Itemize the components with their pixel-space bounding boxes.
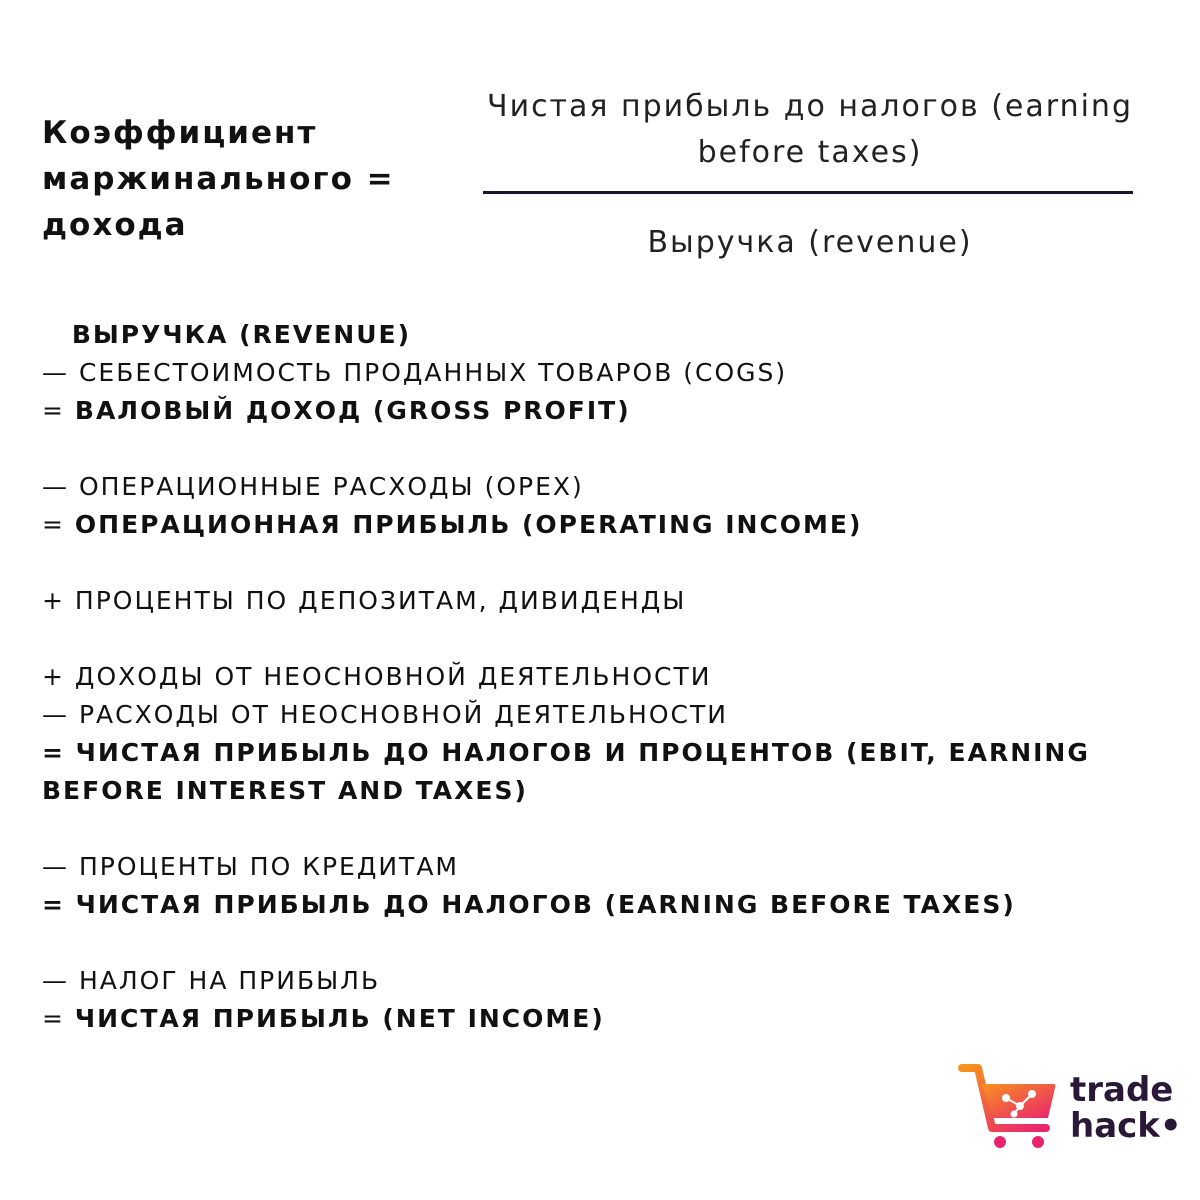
formula-denominator: Выручка (revenue) <box>647 225 973 260</box>
pl-spacer <box>42 544 1152 582</box>
pl-label: = ЧИСТАЯ ПРИБЫЛЬ ДО НАЛОГОВ И ПРОЦЕНТОВ (EBIT, EARNING BEFORE INTEREST AND TAXES) <box>42 738 1090 805</box>
pl-line-item <box>42 658 1152 696</box>
pl-line-item <box>42 734 1152 810</box>
pl-spacer <box>42 620 1152 658</box>
pl-spacer <box>42 430 1152 468</box>
pl-label: ДОХОДЫ ОТ НЕОСНОВНОЙ ДЕЯТЕЛЬНОСТИ <box>74 662 712 691</box>
pl-operator: = <box>42 396 75 425</box>
pl-label: СЕБЕСТОИМОСТЬ ПРОДАННЫХ ТОВАРОВ (COGS) <box>78 358 788 387</box>
pl-operator: + <box>42 586 75 615</box>
pl-label: ЧИСТАЯ ПРИБЫЛЬ (NET INCOME) <box>74 1004 605 1033</box>
pl-line-item <box>42 468 1152 506</box>
pl-line-item <box>42 316 1152 354</box>
brand-line1: trade <box>1070 1070 1174 1110</box>
pl-line-item <box>42 354 1152 392</box>
pl-operator: — <box>42 358 79 387</box>
numerator-line: Чистая прибыль до налогов (earning <box>487 89 1133 124</box>
pl-label: РАСХОДЫ ОТ НЕОСНОВНОЙ ДЕЯТЕЛЬНОСТИ <box>78 700 728 729</box>
brand-logo-text <box>1070 1072 1182 1144</box>
formula-lhs-line: дохода <box>42 207 188 243</box>
brand-line2: hack <box>1070 1106 1160 1146</box>
pl-label: ВЫРУЧКА (REVENUE) <box>71 320 411 349</box>
pl-operator: — <box>42 966 79 995</box>
pl-line-item <box>42 848 1152 886</box>
fraction-line <box>483 191 1133 194</box>
pl-line-item <box>42 582 1152 620</box>
pl-operator: + <box>42 662 75 691</box>
pl-statement <box>42 316 1152 1038</box>
pl-operator: — <box>42 700 79 729</box>
pl-line-item <box>42 962 1152 1000</box>
pl-line-item <box>42 506 1152 544</box>
pl-label: НАЛОГ НА ПРИБЫЛЬ <box>78 966 381 995</box>
pl-line-item <box>42 696 1152 734</box>
pl-label: ПРОЦЕНТЫ ПО КРЕДИТАМ <box>78 852 460 881</box>
pl-label: ВАЛОВЫЙ ДОХОД (GROSS PROFIT) <box>74 396 631 425</box>
brand-dot: • <box>1159 1106 1182 1146</box>
pl-operator: — <box>42 472 79 501</box>
pl-operator: — <box>42 852 79 881</box>
numerator-line: before taxes) <box>697 135 923 170</box>
pl-label: ПРОЦЕНТЫ ПО ДЕПОЗИТАМ, ДИВИДЕНДЫ <box>74 586 687 615</box>
pl-operator <box>42 320 72 349</box>
pl-label: = ЧИСТАЯ ПРИБЫЛЬ ДО НАЛОГОВ (EARNING BEFORE TAXES) <box>42 890 1016 919</box>
pl-label: ОПЕРАЦИОННАЯ ПРИБЫЛЬ (OPERATING INCOME) <box>74 510 863 539</box>
formula-lhs-line: маржинального = <box>42 161 395 197</box>
pl-operator: = <box>42 510 75 539</box>
pl-spacer <box>42 810 1152 848</box>
formula-lhs <box>42 110 442 248</box>
pl-line-item <box>42 886 1152 924</box>
pl-operator: = <box>42 1004 75 1033</box>
pl-line-item <box>42 1000 1152 1038</box>
formula-numerator <box>470 84 1150 176</box>
pl-spacer <box>42 924 1152 962</box>
formula-lhs-line: Коэффициент <box>42 115 318 151</box>
pl-line-item <box>42 392 1152 430</box>
pl-label: ОПЕРАЦИОННЫЕ РАСХОДЫ (OPEX) <box>78 472 584 501</box>
